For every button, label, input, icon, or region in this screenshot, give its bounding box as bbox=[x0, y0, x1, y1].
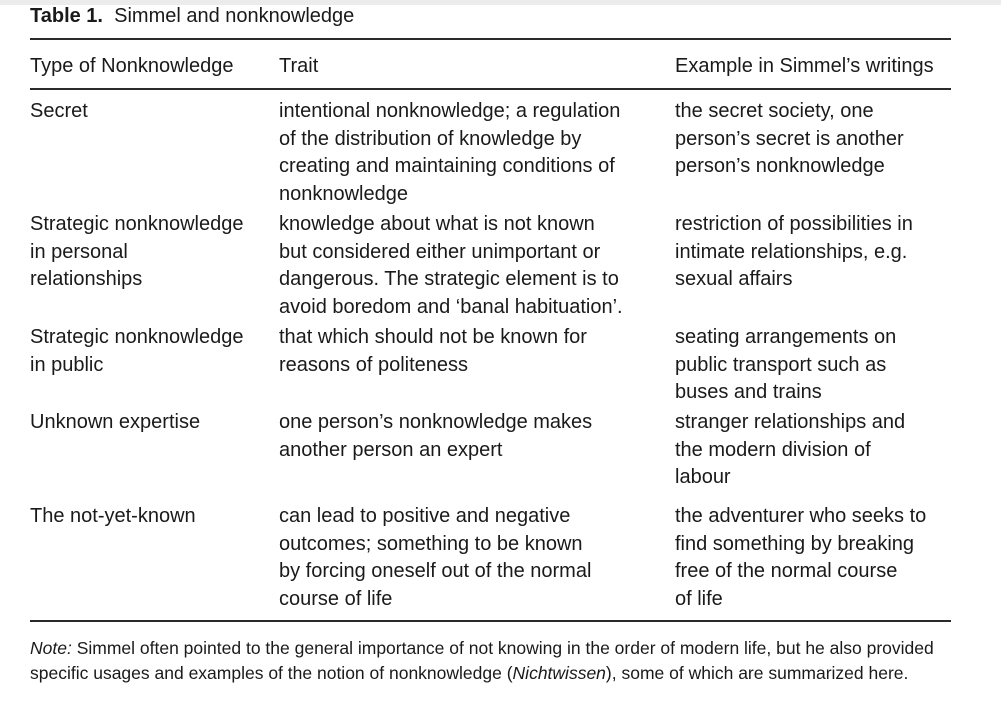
cell-line: in public bbox=[30, 353, 104, 376]
note-term: Nichtwissen bbox=[512, 662, 606, 683]
cell-line: sexual affairs bbox=[675, 268, 793, 290]
cell-line: Strategic nonknowledge bbox=[30, 326, 244, 348]
type-cell bbox=[30, 503, 196, 531]
table-bottom-rule bbox=[30, 620, 951, 622]
cell-line: another person an expert bbox=[279, 438, 503, 461]
cell-line: by forcing oneself out of the normal bbox=[279, 560, 592, 582]
cell-line: restriction of possibilities in bbox=[675, 213, 913, 235]
cell-line: the secret society, one bbox=[675, 100, 874, 122]
column-header-trait: Trait bbox=[279, 55, 319, 77]
example-cell bbox=[675, 324, 896, 407]
type-cell bbox=[30, 324, 243, 379]
table-note bbox=[30, 636, 960, 685]
cell-line: buses and trains bbox=[675, 381, 822, 403]
trait-cell bbox=[279, 503, 591, 613]
trait-cell bbox=[279, 409, 592, 464]
cell-line: seating arrangements on bbox=[675, 326, 897, 348]
note-text-before: Simmel often pointed to the general importance of not knowing in the order of modern life, but he also provided specific usages and examples of the notion of nonknowledge ( bbox=[30, 638, 934, 683]
cell-line: of the distribution of knowledge by bbox=[279, 127, 582, 150]
table-top-rule bbox=[30, 38, 951, 40]
cell-line: knowledge about what is not known bbox=[279, 213, 595, 235]
cell-line: Secret bbox=[30, 100, 88, 122]
example-cell bbox=[675, 98, 904, 181]
cell-line: public transport such as bbox=[675, 353, 887, 376]
trait-cell bbox=[279, 324, 587, 379]
example-cell bbox=[675, 409, 905, 492]
cell-line: nonknowledge bbox=[279, 182, 408, 205]
example-cell bbox=[675, 211, 913, 294]
type-cell bbox=[30, 211, 243, 294]
cell-line: stranger relationships and bbox=[675, 411, 906, 433]
cell-line: that which should not be known for bbox=[279, 326, 587, 348]
cell-line: The not-yet-known bbox=[30, 505, 196, 527]
cell-line: Strategic nonknowledge bbox=[30, 213, 244, 235]
trait-cell bbox=[279, 98, 620, 208]
column-header-example: Example in Simmel’s writings bbox=[675, 55, 934, 77]
example-cell bbox=[675, 503, 926, 613]
cell-line: but considered either unimportant or bbox=[279, 240, 601, 263]
cell-line: one person’s nonknowledge makes bbox=[279, 411, 593, 433]
cell-line: the modern division of bbox=[675, 438, 871, 461]
cell-line: in personal bbox=[30, 240, 128, 263]
cell-line: dangerous. The strategic element is to bbox=[279, 268, 619, 290]
cell-line: creating and maintaining conditions of bbox=[279, 155, 615, 177]
cell-line: of life bbox=[675, 587, 723, 610]
column-header-type: Type of Nonknowledge bbox=[30, 55, 234, 77]
cell-line: the adventurer who seeks to bbox=[675, 505, 927, 527]
note-label: Note: bbox=[30, 638, 72, 658]
trait-cell bbox=[279, 211, 623, 321]
cell-line: reasons of politeness bbox=[279, 353, 469, 376]
cell-line: intentional nonknowledge; a regulation bbox=[279, 100, 621, 122]
type-cell bbox=[30, 98, 88, 126]
cell-line: Unknown expertise bbox=[30, 411, 201, 433]
note-text-after: ), some of which are summarized here. bbox=[605, 662, 909, 683]
cell-line: person’s nonknowledge bbox=[675, 155, 885, 177]
table-caption-label: Table 1. bbox=[30, 5, 103, 27]
cell-line: labour bbox=[675, 466, 731, 488]
table-caption bbox=[30, 4, 354, 28]
type-cell bbox=[30, 409, 200, 437]
table-caption-title: Simmel and nonknowledge bbox=[114, 5, 355, 27]
header-rule bbox=[30, 88, 951, 90]
cell-line: avoid boredom and ‘banal habituation’. bbox=[279, 295, 623, 318]
cell-line: relationships bbox=[30, 268, 143, 290]
cell-line: person’s secret is another bbox=[675, 127, 904, 150]
cell-line: course of life bbox=[279, 587, 393, 610]
cell-line: free of the normal course bbox=[675, 560, 898, 582]
cell-line: find something by breaking bbox=[675, 532, 915, 555]
cell-line: intimate relationships, e.g. bbox=[675, 240, 908, 263]
cell-line: outcomes; something to be known bbox=[279, 532, 583, 555]
cell-line: can lead to positive and negative bbox=[279, 505, 571, 527]
